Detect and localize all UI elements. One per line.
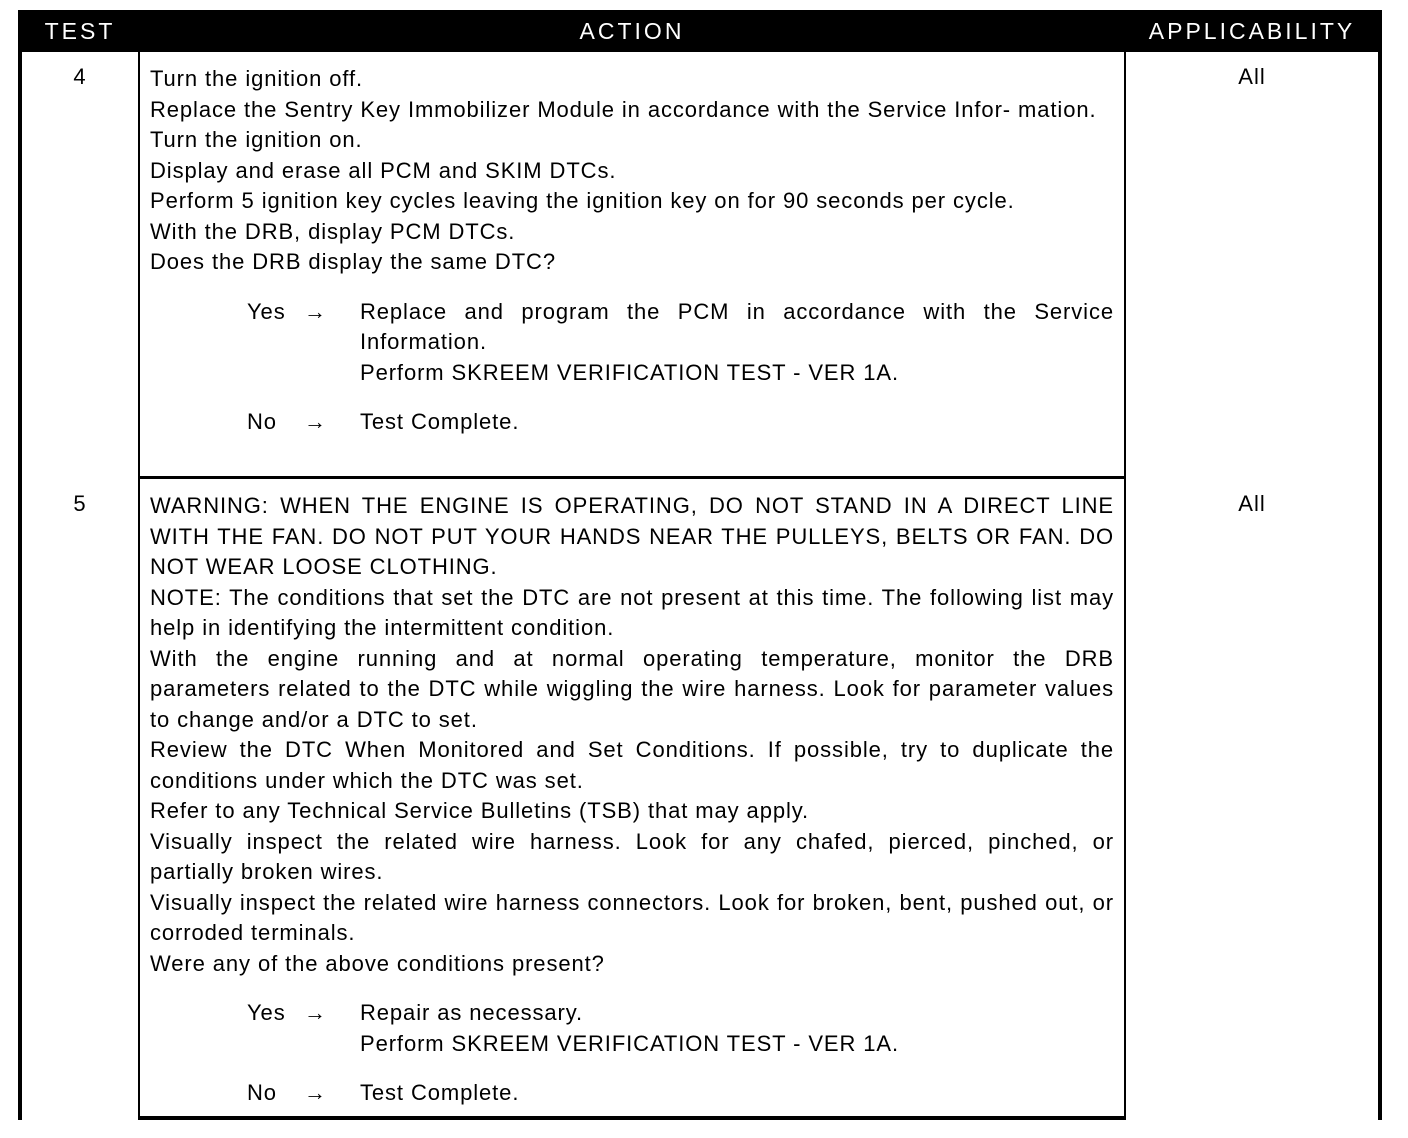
no-result: Test Complete. [360, 1080, 520, 1105]
action-line: With the DRB, display PCM DTCs. [150, 218, 516, 244]
row-5-test-number: 5 [22, 479, 138, 1128]
row-5-action [140, 479, 1124, 1116]
action-line: Review the DTC When Monitored and Set Conditions. If possible, try to duplicate the conditions under which the DTC was set. [150, 737, 1114, 793]
action-line: Turn the ignition off. [150, 66, 364, 91]
no-label: No [247, 409, 277, 434]
action-line: With the engine running and at normal operating temperature, monitor the DRB parameters related to the DTC while wiggling the wire harness. Look for parameter values to change and/or a DTC to set. [150, 645, 1114, 732]
row-5-applicability: All [1126, 479, 1378, 1128]
header-action: ACTION [579, 18, 685, 44]
action-line: Refer to any Technical Service Bulletins (TSB) that may apply. [150, 798, 810, 823]
header-applicability: APPLICABILITY [1148, 18, 1356, 44]
action-line: NOTE: The conditions that set the DTC are not present at this time. The following list may help in identifying the intermittent condition. [150, 584, 1114, 640]
arrow-right-icon: → [304, 1080, 327, 1105]
no-label: No [247, 1080, 277, 1105]
yes-label: Yes [247, 298, 286, 324]
action-line: Does the DRB display the same DTC? [150, 249, 556, 274]
yes-answer [150, 297, 1114, 389]
diagnostic-table [18, 10, 1382, 1120]
action-line: Display and erase all PCM and SKIM DTCs. [150, 157, 617, 183]
yes-result-line: Perform SKREEM VERIFICATION TEST - VER 1A. [360, 1030, 900, 1056]
action-line: Turn the ignition on. [150, 127, 363, 152]
row-4-action [140, 52, 1124, 476]
action-line: Visually inspect the related wire harness connectors. Look for broken, bent, pushed out, or corroded terminals. [150, 889, 1114, 945]
yes-label: Yes [247, 1000, 286, 1025]
action-line: WARNING: WHEN THE ENGINE IS OPERATING, DO NOT STAND IN A DIRECT LINE WITH THE FAN. DO NOT PUT YOUR HANDS NEAR THE PULLEYS, BELTS OR FAN. DO NOT WEAR LOOSE CLOTHING. [150, 493, 1114, 579]
action-line: Perform 5 ignition key cycles leaving the ignition key on for 90 seconds per cycle. [150, 188, 1015, 213]
action-line: Replace the Sentry Key Immobilizer Module in accordance with the Service Infor- mation. [150, 96, 1097, 122]
arrow-right-icon: → [304, 298, 327, 324]
no-answer [150, 1078, 1114, 1109]
header-test: TEST [44, 18, 116, 44]
action-line: Were any of the above conditions present? [150, 950, 605, 976]
action-line: Visually inspect the related wire harness. Look for any chafed, pierced, pinched, or partially broken wires. [150, 828, 1114, 884]
yes-result-line: Perform SKREEM VERIFICATION TEST - VER 1A. [360, 359, 900, 385]
yes-result-line: Repair as necessary. [360, 1000, 584, 1025]
no-answer [150, 407, 1114, 438]
arrow-right-icon: → [304, 409, 327, 434]
yes-answer [150, 998, 1114, 1059]
row-4-test-number: 4 [22, 52, 138, 488]
arrow-right-icon: → [304, 1000, 327, 1025]
no-result: Test Complete. [360, 409, 520, 434]
row-4-applicability: All [1126, 52, 1378, 488]
yes-result-line: Replace and program the PCM in accordance with the Service Information. [360, 298, 1114, 354]
